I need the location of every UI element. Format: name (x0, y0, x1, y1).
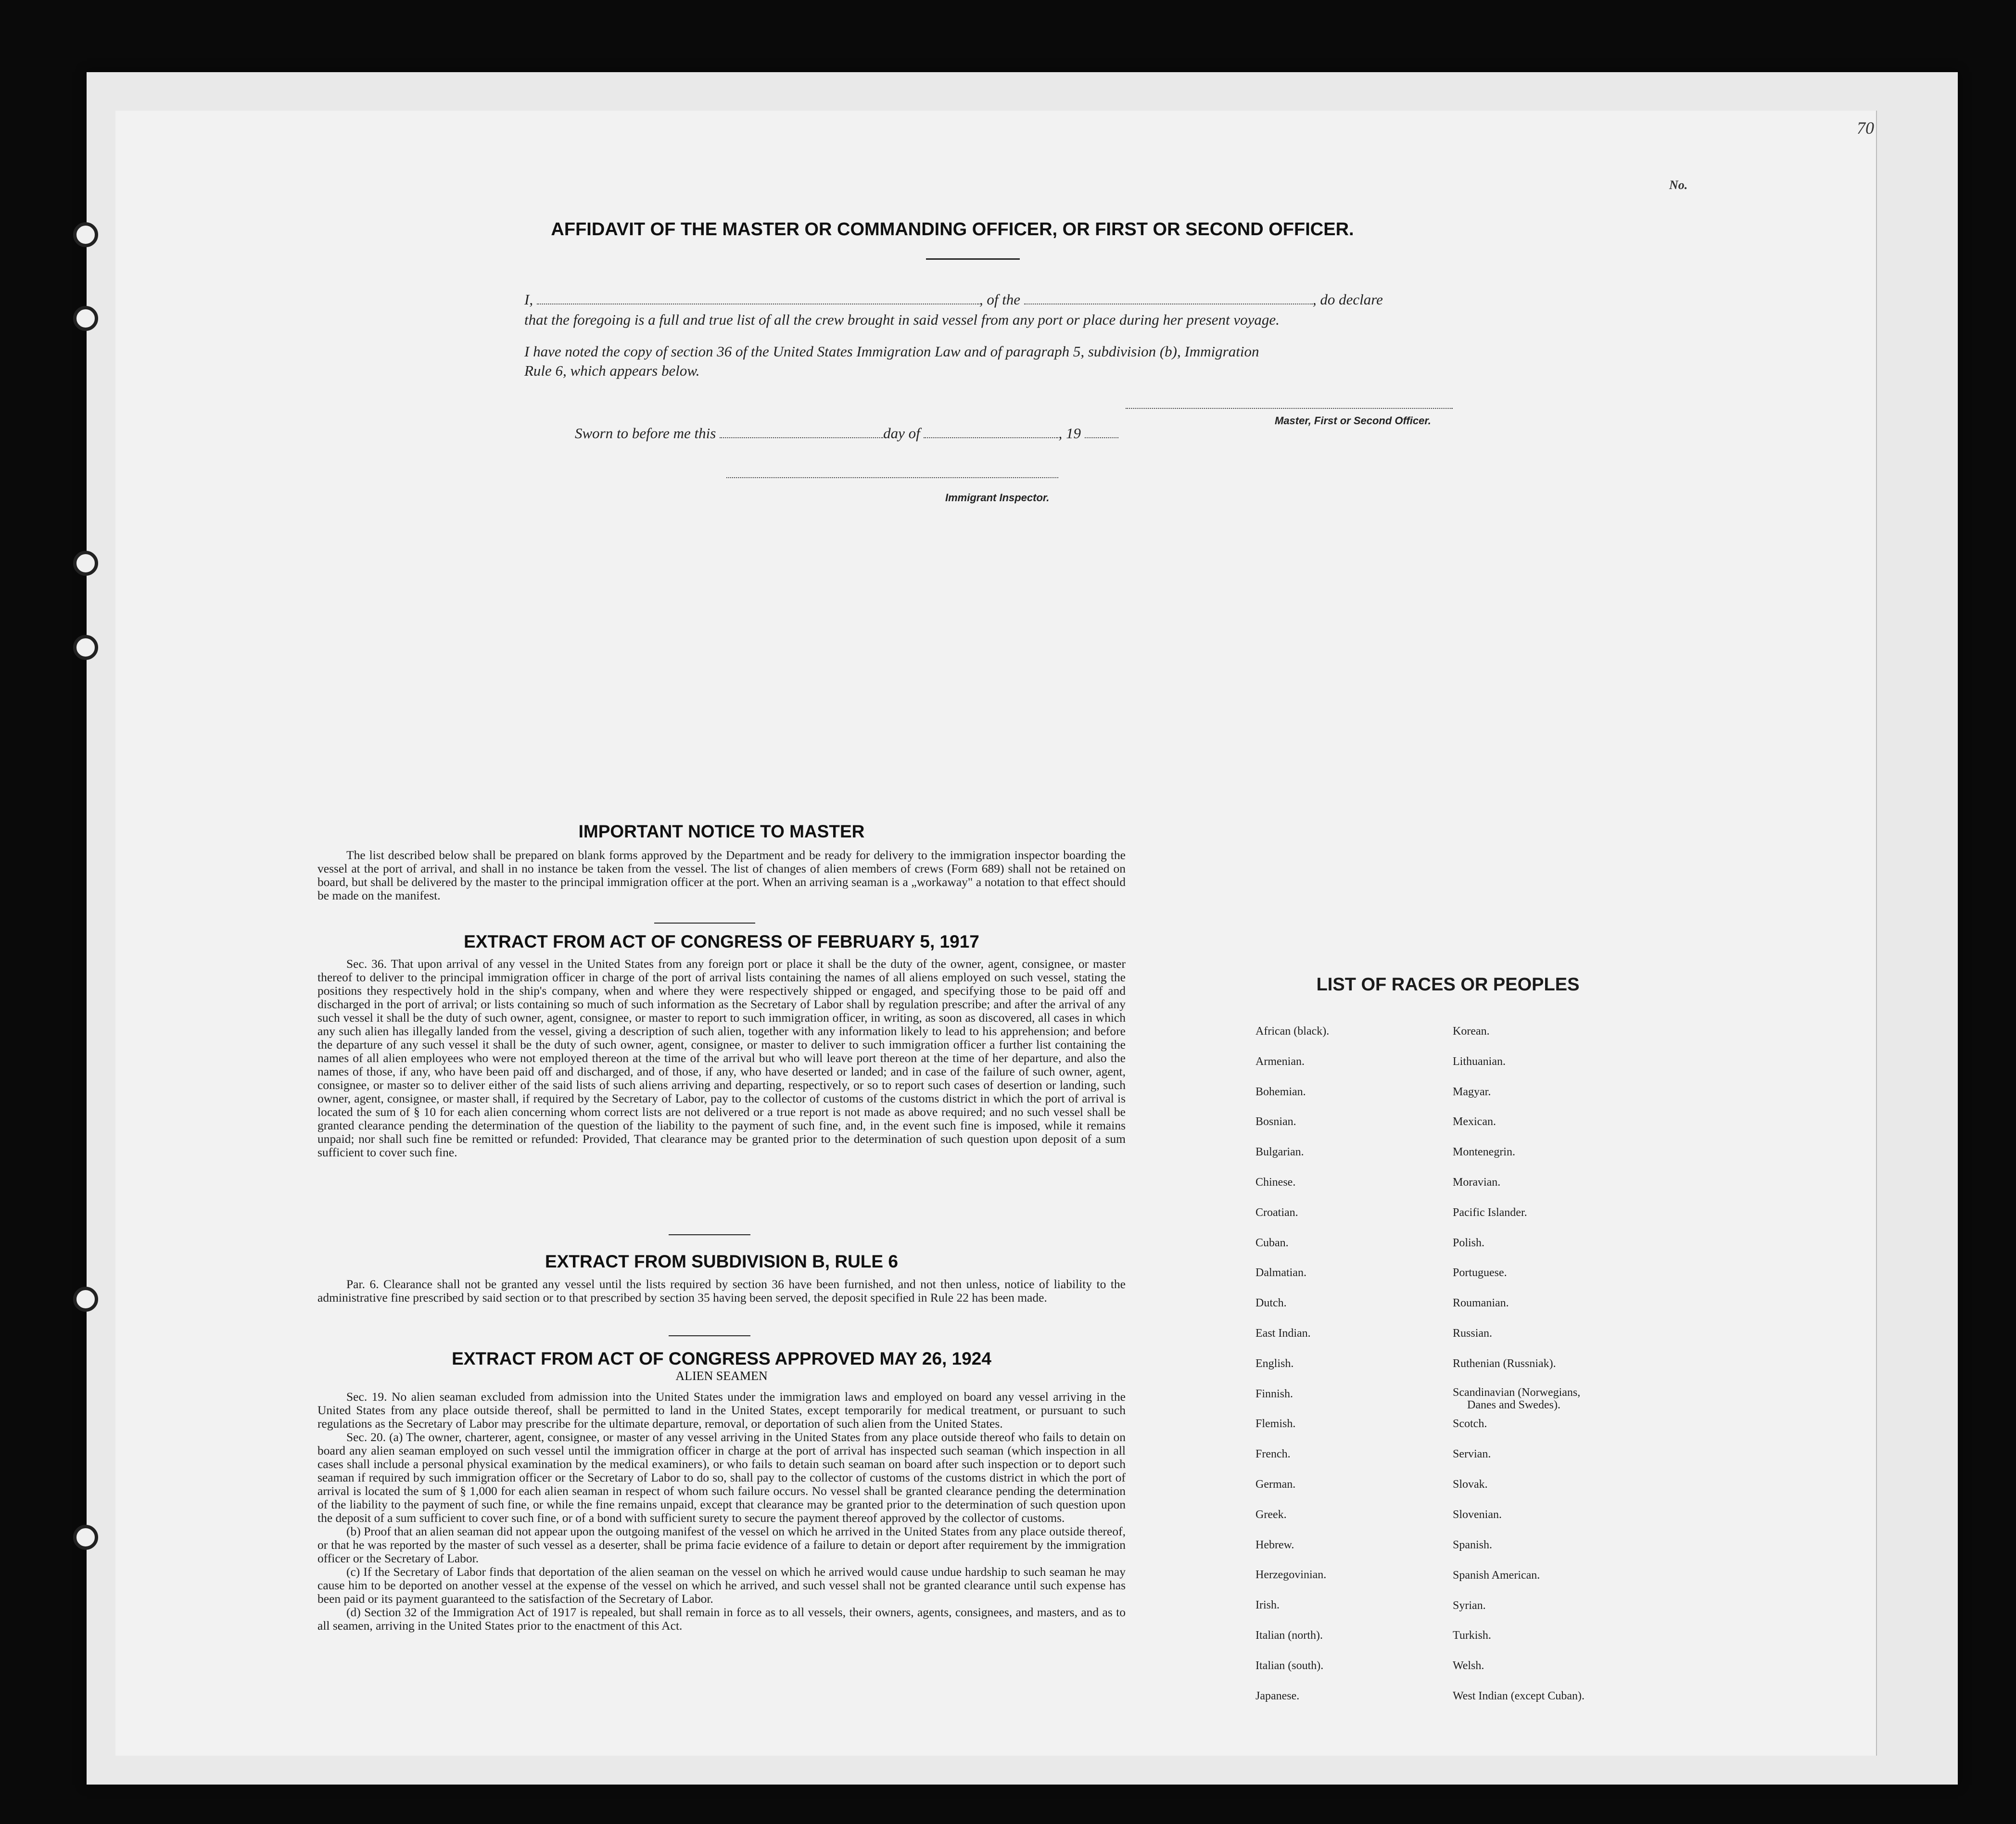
notice-title: IMPORTANT NOTICE TO MASTER (578, 822, 865, 841)
extract-1924-body (317, 1390, 1126, 1703)
race-item: Italian (south). (1255, 1659, 1324, 1672)
race-item: Bosnian. (1255, 1115, 1296, 1128)
affidavit-divider (926, 258, 1020, 260)
inspector-signature-caption: Immigrant Inspector. (945, 492, 1050, 504)
binder-hole (73, 306, 98, 331)
race-item: Scandinavian (Norwegians, (1453, 1386, 1581, 1399)
race-item: Flemish. (1255, 1418, 1296, 1431)
race-item: Turkish. (1453, 1629, 1491, 1642)
race-item: Pacific Islander. (1453, 1206, 1527, 1219)
year-label: , 19 (1058, 425, 1081, 442)
notice-divider (654, 923, 755, 924)
form-number-label: No. (1669, 178, 1688, 192)
inspector-signature-field[interactable] (726, 477, 1058, 478)
vessel-label: , of the (979, 291, 1021, 308)
race-item: Lithuanian. (1453, 1055, 1506, 1068)
race-item: Mexican. (1453, 1115, 1496, 1128)
sec20c-text: (c) If the Secretary of Labor finds that deportation of the alien seaman on the vessel on which he arrived would cause undue hardship to such seaman he may cause him to be deported on another vessel at the expense of the vessel on which he arrived, and such vessel shall not be granted clearance until such expense has been paid or its payment guaranteed to the satisfaction of the Secretary of Labor. (317, 1565, 1126, 1606)
declare-label: , do declare (1312, 291, 1383, 308)
affidavit-line-3: I have noted the copy of section 36 of the United States Immigration Law and of paragraph 5, subdivision (b), Immigration (524, 343, 1259, 360)
binder-hole (73, 551, 98, 576)
race-item: Hebrew. (1255, 1538, 1294, 1551)
race-item: Moravian. (1453, 1176, 1501, 1189)
race-item: English. (1255, 1357, 1294, 1370)
race-item: Chinese. (1255, 1176, 1296, 1189)
race-item: Roumanian. (1453, 1297, 1509, 1309)
extract-1917-title: EXTRACT FROM ACT OF CONGRESS OF FEBRUARY 5, 1917 (464, 932, 979, 951)
race-item: Greek. (1255, 1508, 1287, 1521)
notice-body (317, 849, 1126, 921)
race-item: Irish. (1255, 1599, 1280, 1612)
master-signature-field[interactable] (1126, 408, 1453, 409)
affidavit-title: AFFIDAVIT OF THE MASTER OR COMMANDING OFFICER, OR FIRST OR SECOND OFFICER. (551, 219, 1354, 240)
race-item: African (black). (1255, 1025, 1330, 1038)
race-item: Finnish. (1255, 1387, 1293, 1400)
race-item: Russian. (1453, 1327, 1493, 1340)
race-item: Bulgarian. (1255, 1146, 1304, 1159)
par6-text: Par. 6. Clearance shall not be granted any vessel until the lists required by section 36 have been furnished, and not then unless, notice of liability to the administrative fine prescribed by said section or to that prescribed by section 35 having been served, the deposit specified in Rule 22 has been made. (317, 1277, 1126, 1305)
race-item: Spanish. (1453, 1539, 1493, 1551)
sworn-label: Sworn to before me this (575, 425, 716, 442)
sec20d-text: (d) Section 32 of the Immigration Act of 1917 is repealed, but shall remain in force as to all vessels, their owners, agents, consignees, and masters, and as to all seamen, arriving in the United States prior to the enactment of this Act. (317, 1605, 1126, 1633)
rule6-divider (669, 1335, 750, 1336)
race-item: Italian (north). (1255, 1629, 1323, 1642)
page-number-mark: 70 (1857, 118, 1874, 138)
binder-hole (73, 1287, 98, 1312)
race-item: Japanese. (1255, 1689, 1300, 1702)
sec20b-text: (b) Proof that an alien seaman did not appear upon the outgoing manifest of the vessel on which he arrived in the United States from any place outside thereof, or that he was reported by the master of such vessel as a deserter, shall be prima facie evidence of a failure to detain or deport after requirement by the immigration officer or the Secretary of Labor. (317, 1524, 1126, 1565)
binder-hole (73, 1525, 98, 1550)
race-item: West Indian (except Cuban). (1453, 1690, 1585, 1702)
extract-1924-subtitle: ALIEN SEAMEN (675, 1369, 768, 1383)
rule6-title: EXTRACT FROM SUBDIVISION B, RULE 6 (545, 1252, 898, 1271)
race-item: Dutch. (1255, 1297, 1287, 1310)
binder-hole (73, 222, 98, 247)
race-item: Dalmatian. (1255, 1267, 1306, 1279)
race-item: Spanish American. (1453, 1569, 1540, 1582)
races-title: LIST OF RACES OR PEOPLES (1316, 975, 1580, 995)
race-item: Armenian. (1255, 1055, 1305, 1068)
affidavit-line-4: Rule 6, which appears below. (524, 362, 700, 379)
extract-1917-divider (669, 1234, 750, 1235)
notice-text: The list described below shall be prepared on blank forms approved by the Department and be ready for delivery to the immigration inspector boarding the vessel at the port of arrival, and shall in no instance be taken from the vessel. The list of changes of alien members of crews (Form 689) shall not be retained on board, but shall be delivered by the master to the principal immigration officer at the port. When an arriving seaman is a „workaway" a notation to that effect should be made on the manifest. (317, 848, 1126, 902)
master-signature-caption: Master, First or Second Officer. (1275, 415, 1431, 427)
race-item: Bohemian. (1255, 1085, 1306, 1098)
race-item: Scotch. (1453, 1418, 1487, 1430)
sworn-month-field[interactable] (924, 437, 1058, 438)
extract-1917-body (317, 957, 1126, 1222)
sworn-day-field[interactable] (720, 437, 883, 438)
race-item: Danes and Swedes). (1467, 1399, 1560, 1411)
race-item: Welsh. (1453, 1659, 1484, 1672)
race-item: Slovak. (1453, 1478, 1488, 1491)
race-item: Polish. (1453, 1237, 1485, 1249)
race-item: Croatian. (1255, 1206, 1298, 1219)
sworn-year-field[interactable] (1085, 437, 1118, 438)
race-item: German. (1255, 1478, 1296, 1491)
declarant-label: I, (524, 291, 533, 308)
race-item: East Indian. (1255, 1327, 1311, 1340)
sec20a-text: Sec. 20. (a) The owner, charterer, agent, consignee, or master of any vessel arriving in the United States from any place outside thereof who fails to detain on board any alien seaman employed on such vessel until the immigration officer in charge at the port of arrival has inspected such seaman (which inspection in all cases shall include a personal physical examination by the medical examiners), or who fails to detain such seaman on board after such inspection or to deport such seaman if required by such immigration officer or the Secretary of Labor to do so, shall pay to the collector of customs of the customs district in which the port of arrival is located the sum of § 1,000 for each alien seaman in respect of whom such failure occurs. No vessel shall be granted clearance pending the determination of the liability to the payment of such fine, or while the fine remains unpaid, except that clearance may be granted prior to the determination of such question upon the deposit of a sum sufficient to cover such fine, or of a bond with sufficient surety to secure the payment thereof approved by the collector of customs. (317, 1430, 1126, 1525)
affidavit-line-1 (524, 290, 1458, 310)
race-item: Slovenian. (1453, 1508, 1502, 1521)
race-item: Montenegrin. (1453, 1146, 1515, 1158)
extract-1924-title: EXTRACT FROM ACT OF CONGRESS APPROVED MAY 26, 1924 (452, 1349, 991, 1368)
race-item: Herzegovinian. (1255, 1569, 1327, 1582)
sec36-text: Sec. 36. That upon arrival of any vessel in the United States from any foreign port or place it shall be the duty of the owner, agent, consignee, or master thereof to deliver to the principal immigration officer in charge of the port of arrival lists containing the names of all aliens employed on such vessel, stating the positions they respectively hold in the ship's company, when and where they were respectively shipped or engaged, and specifying those to be paid off and discharged in the port of arrival; or lists containing so much of such information as the Secretary of Labor shall by regulation prescribe; and after the arrival of any such vessel it shall be the duty of such owner, agent, consignee, or master to report to such immigration officer, in writing, as soon as discovered, all cases in which any such alien has illegally landed from the vessel, giving a description of such alien, together with any information likely to lead to his apprehension; and before the departure of any such vessel it shall be the duty of such owner, agent, consignee, or master to deliver to such immigration officer a further list containing the names of all alien employees who were not employed thereon at the time of the arrival but who will leave port thereon at the time of her departure, and also the names of those, if any, who have been paid off and discharged, and of those, if any, who have deserted or landed; and in case of the failure of such owner, agent, consignee, or master so to deliver either of the said lists of such aliens arriving and departing, respectively, or so to report such cases of desertion or landing, such owner, agent, consignee, or master shall, if required by the Secretary of Labor, pay to the collector of customs of the customs district in which the port of arrival is located the sum of § 10 for each alien concerning whom correct lists are not delivered or a true report is not made as above required; and no such vessel shall be granted clearance pending the determination of the question of the liability to the payment of such fine, and, in the event such fine is imposed, while it remains unpaid; nor shall such fine be remitted or refunded: Provided, That clearance may be granted prior to the determination of such question upon deposit of a sum sufficient to cover such fine. (317, 957, 1126, 1159)
sworn-line (575, 423, 1181, 443)
race-item: Ruthenian (Russniak). (1453, 1357, 1556, 1370)
race-item: Syrian. (1453, 1599, 1486, 1612)
race-item: Korean. (1453, 1025, 1490, 1038)
day-of-label: day of (883, 425, 920, 442)
race-item: Servian. (1453, 1448, 1491, 1460)
sec19-text: Sec. 19. No alien seaman excluded from admission into the United States under the immigration laws and employed on board any vessel arriving in the United States from any place outside thereof, shall be permitted to land in the United States, except temporarily for medical treatment, or pursuant to such regulations as the Secretary of Labor may prescribe for the ultimate departure, removal, or deportation of such alien from the United States. (317, 1390, 1126, 1431)
race-item: Cuban. (1255, 1236, 1289, 1249)
rule6-body (317, 1278, 1126, 1321)
race-item: French. (1255, 1448, 1291, 1461)
affidavit-line-2: that the foregoing is a full and true list of all the crew brought in said vessel from any port or place during her present voyage. (524, 311, 1280, 328)
race-item: Magyar. (1453, 1086, 1491, 1098)
race-item: Portuguese. (1453, 1267, 1507, 1279)
binder-hole (73, 635, 98, 660)
